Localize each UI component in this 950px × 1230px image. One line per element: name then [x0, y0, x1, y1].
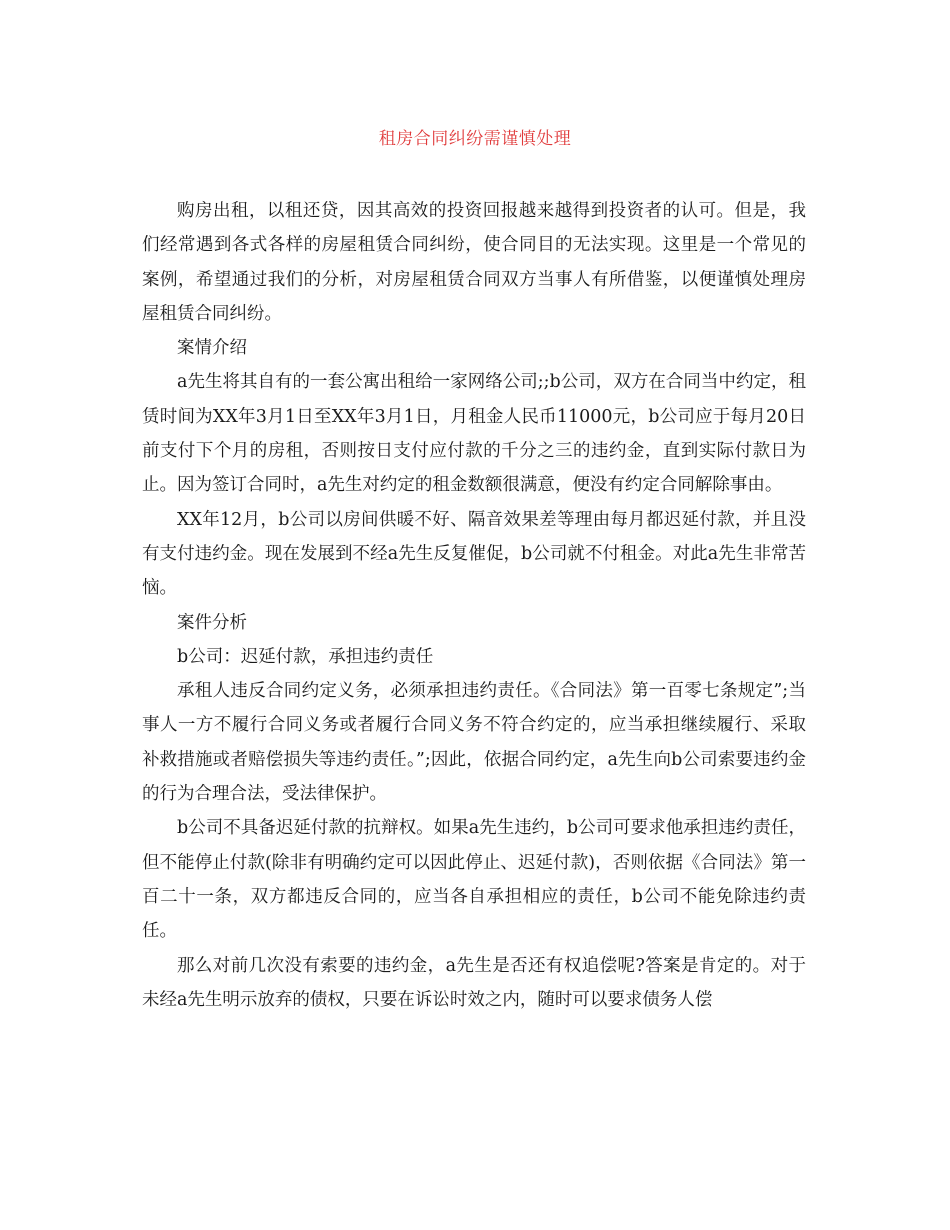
- section-heading-analysis: 案件分析: [177, 612, 247, 633]
- section-heading-case: 案情介绍: [177, 338, 247, 359]
- paragraph-case-dispute: XX年12月，b公司以房间供暖不好、隔音效果差等理由每月都迟延付款，并且没有支付违约金。现在发展到不经a先生反复催促，b公司就不付租金。对此a先生非常苦恼。: [142, 509, 806, 599]
- document-title: 租房合同纠纷需谨慎处理: [378, 129, 572, 149]
- subheading-liability: b公司：迟延付款，承担违约责任: [177, 646, 434, 667]
- paragraph-case-details: a先生将其自有的一套公寓出租给一家网络公司;;b公司，双方在合同当中约定，租赁时间为XX年3月1日至XX年3月1日，月租金人民币11000元，b公司应于每月20日前支付下个月的房租，否则按日支付应付款的千分之三的违约金，直到实际付款日为止。因为签订合同时，a先生对约定的租金数额很满意，便没有约定合同解除事由。: [142, 372, 806, 496]
- paragraph-law-121: b公司不具备迟延付款的抗辩权。如果a先生违约，b公司可要求他承担违约责任，但不能停止付款(除非有明确约定可以因此停止、迟延付款)，否则依据《合同法》第一百二十一条，双方都违反合同的，应当各自承担相应的责任，b公司不能免除违约责任。: [142, 818, 806, 942]
- paragraph-claim: 那么对前几次没有索要的违约金，a先生是否还有权追偿呢?答案是肯定的。对于未经a先生明示放弃的债权，只要在诉讼时效之内，随时可以要求债务人偿: [142, 955, 806, 1010]
- paragraph-law-107: 承租人违反合同约定义务，必须承担违约责任。《合同法》第一百零七条规定”;当事人一方不履行合同义务或者履行合同义务不符合约定的，应当承担继续履行、采取补救措施或者赔偿损失等违约责任。”;因此，依据合同约定，a先生向b公司索要违约金的行为合理合法，受法律保护。: [142, 681, 806, 805]
- paragraph-intro: 购房出租，以租还贷，因其高效的投资回报越来越得到投资者的认可。但是，我们经常遇到各式各样的房屋租赁合同纠纷，使合同目的无法实现。这里是一个常见的案例，希望通过我们的分析，对房屋租赁合同双方当事人有所借鉴，以便谨慎处理房屋租赁合同纠纷。: [142, 201, 806, 324]
- document-body: [142, 194, 806, 1017]
